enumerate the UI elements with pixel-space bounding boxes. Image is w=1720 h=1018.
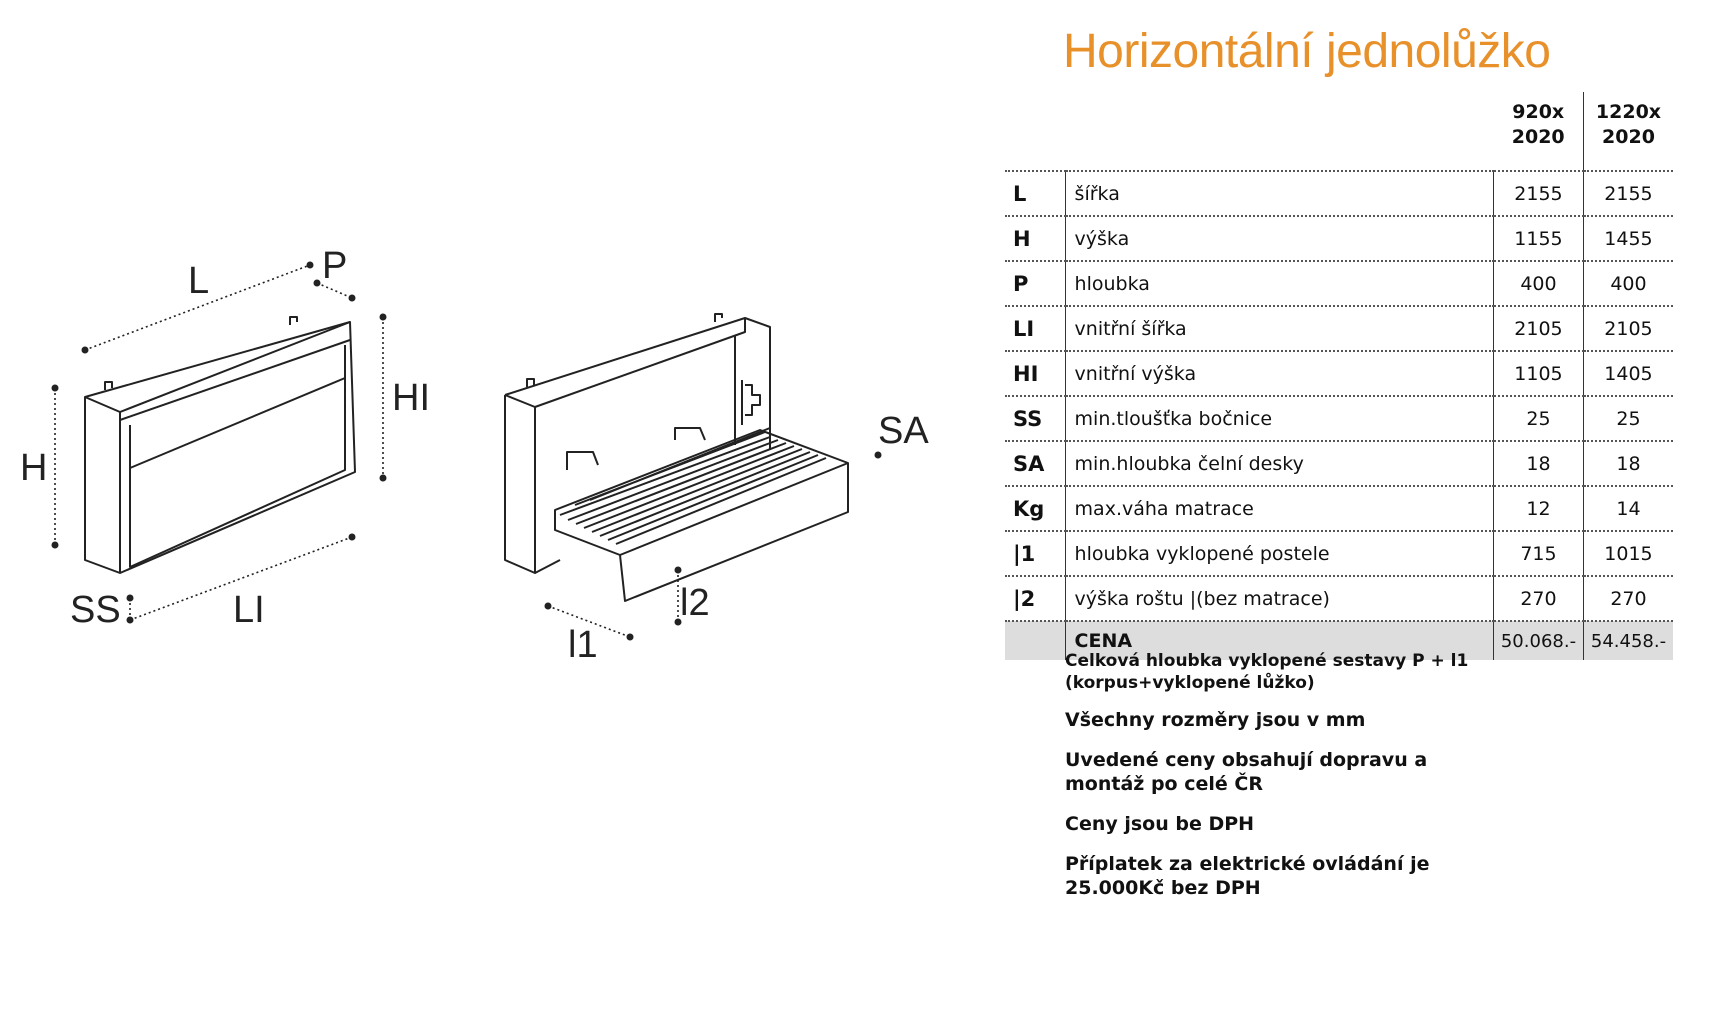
- note-electric: Příplatek za elektrické ovládání je 25.000Kč bez DPH: [1065, 853, 1430, 899]
- note-vat: Ceny jsou be DPH: [1065, 813, 1255, 835]
- cell-description: vnitřní šířka: [1065, 306, 1493, 351]
- cell-value-size-1: 1105: [1493, 351, 1583, 396]
- note-prices-include: Uvedené ceny obsahují dopravu a montáž po celé ČR: [1065, 749, 1428, 795]
- label-l2: l2: [680, 582, 710, 624]
- header-size-1-line2: 2020: [1511, 126, 1565, 148]
- cell-value-size-1: 270: [1493, 576, 1583, 621]
- notes-block: [1065, 650, 1485, 916]
- cell-value-size-2: 14: [1583, 486, 1673, 531]
- cell-value-size-2: 2155: [1583, 171, 1673, 216]
- cell-code: P: [1005, 261, 1065, 306]
- label-l1: l1: [568, 624, 598, 666]
- cell-value-size-1: 18: [1493, 441, 1583, 486]
- label-LI: LI: [233, 589, 265, 631]
- cell-code: |2: [1005, 576, 1065, 621]
- table-row: [1005, 351, 1673, 396]
- open-cabinet-drawing: [505, 314, 848, 601]
- table-row: [1005, 531, 1673, 576]
- page-title: Horizontální jednolůžko: [1063, 25, 1551, 78]
- cell-description: hloubka vyklopené postele: [1065, 531, 1493, 576]
- cell-code: HI: [1005, 351, 1065, 396]
- label-SA: SA: [878, 410, 929, 452]
- cell-description: hloubka: [1065, 261, 1493, 306]
- cell-description: min.hloubka čelní desky: [1065, 441, 1493, 486]
- header-size-1-line1: 920x: [1512, 101, 1565, 123]
- cell-value-size-2: 25: [1583, 396, 1673, 441]
- cell-description: výška: [1065, 216, 1493, 261]
- table-row: [1005, 396, 1673, 441]
- cell-description: min.tloušťka bočnice: [1065, 396, 1493, 441]
- header-blank-desc: [1065, 92, 1493, 171]
- cell-value-size-2: 54.458.-: [1583, 621, 1673, 660]
- header-size-2-line2: 2020: [1602, 126, 1655, 148]
- cell-value-size-2: 400: [1583, 261, 1673, 306]
- cell-value-size-2: 270: [1583, 576, 1673, 621]
- header-size-2-line1: 1220x: [1595, 101, 1662, 123]
- cell-value-size-1: 50.068.-: [1493, 621, 1583, 660]
- cell-value-size-1: 12: [1493, 486, 1583, 531]
- table-row: [1005, 306, 1673, 351]
- label-SS: SS: [70, 589, 121, 631]
- note-total-depth: Celková hloubka vyklopené sestavy P + l1 (korpus+vyklopené lůžko): [1065, 651, 1469, 693]
- cell-value-size-2: 2105: [1583, 306, 1673, 351]
- cell-value-size-1: 2155: [1493, 171, 1583, 216]
- dimensions-table: [1005, 92, 1673, 660]
- cell-description: CENA: [1065, 621, 1493, 660]
- cell-value-size-1: 2105: [1493, 306, 1583, 351]
- table-row: [1005, 216, 1673, 261]
- header-size-1: [1493, 92, 1583, 171]
- cell-code: SS: [1005, 396, 1065, 441]
- table-row: [1005, 576, 1673, 621]
- header-size-2: [1583, 92, 1673, 171]
- table-row: [1005, 171, 1673, 216]
- cell-value-size-2: 1405: [1583, 351, 1673, 396]
- header-blank-code: [1005, 92, 1065, 171]
- cell-description: šířka: [1065, 171, 1493, 216]
- cell-description: výška roštu |(bez matrace): [1065, 576, 1493, 621]
- cell-code: L: [1005, 171, 1065, 216]
- cell-value-size-2: 1015: [1583, 531, 1673, 576]
- cell-code: H: [1005, 216, 1065, 261]
- cell-value-size-2: 18: [1583, 441, 1673, 486]
- label-P: P: [322, 245, 348, 287]
- table-row: [1005, 486, 1673, 531]
- closed-cabinet-drawing: [85, 317, 355, 573]
- label-HI: HI: [392, 377, 430, 419]
- cell-value-size-1: 1155: [1493, 216, 1583, 261]
- cell-description: max.váha matrace: [1065, 486, 1493, 531]
- cell-value-size-1: 400: [1493, 261, 1583, 306]
- label-L: L: [188, 260, 210, 302]
- label-H: H: [20, 447, 48, 489]
- cell-code: LI: [1005, 306, 1065, 351]
- dimension-dots-closed: [52, 262, 387, 624]
- cell-code: Kg: [1005, 486, 1065, 531]
- table-row: [1005, 441, 1673, 486]
- cell-value-size-1: 25: [1493, 396, 1583, 441]
- table-body: [1005, 171, 1673, 660]
- table-row: [1005, 261, 1673, 306]
- cell-description: vnitřní výška: [1065, 351, 1493, 396]
- table-header-row: [1005, 92, 1673, 171]
- cell-value-size-2: 1455: [1583, 216, 1673, 261]
- cell-value-size-1: 715: [1493, 531, 1583, 576]
- note-units: Všechny rozměry jsou v mm: [1065, 709, 1366, 731]
- cell-code: [1005, 621, 1065, 660]
- cell-code: SA: [1005, 441, 1065, 486]
- cell-code: |1: [1005, 531, 1065, 576]
